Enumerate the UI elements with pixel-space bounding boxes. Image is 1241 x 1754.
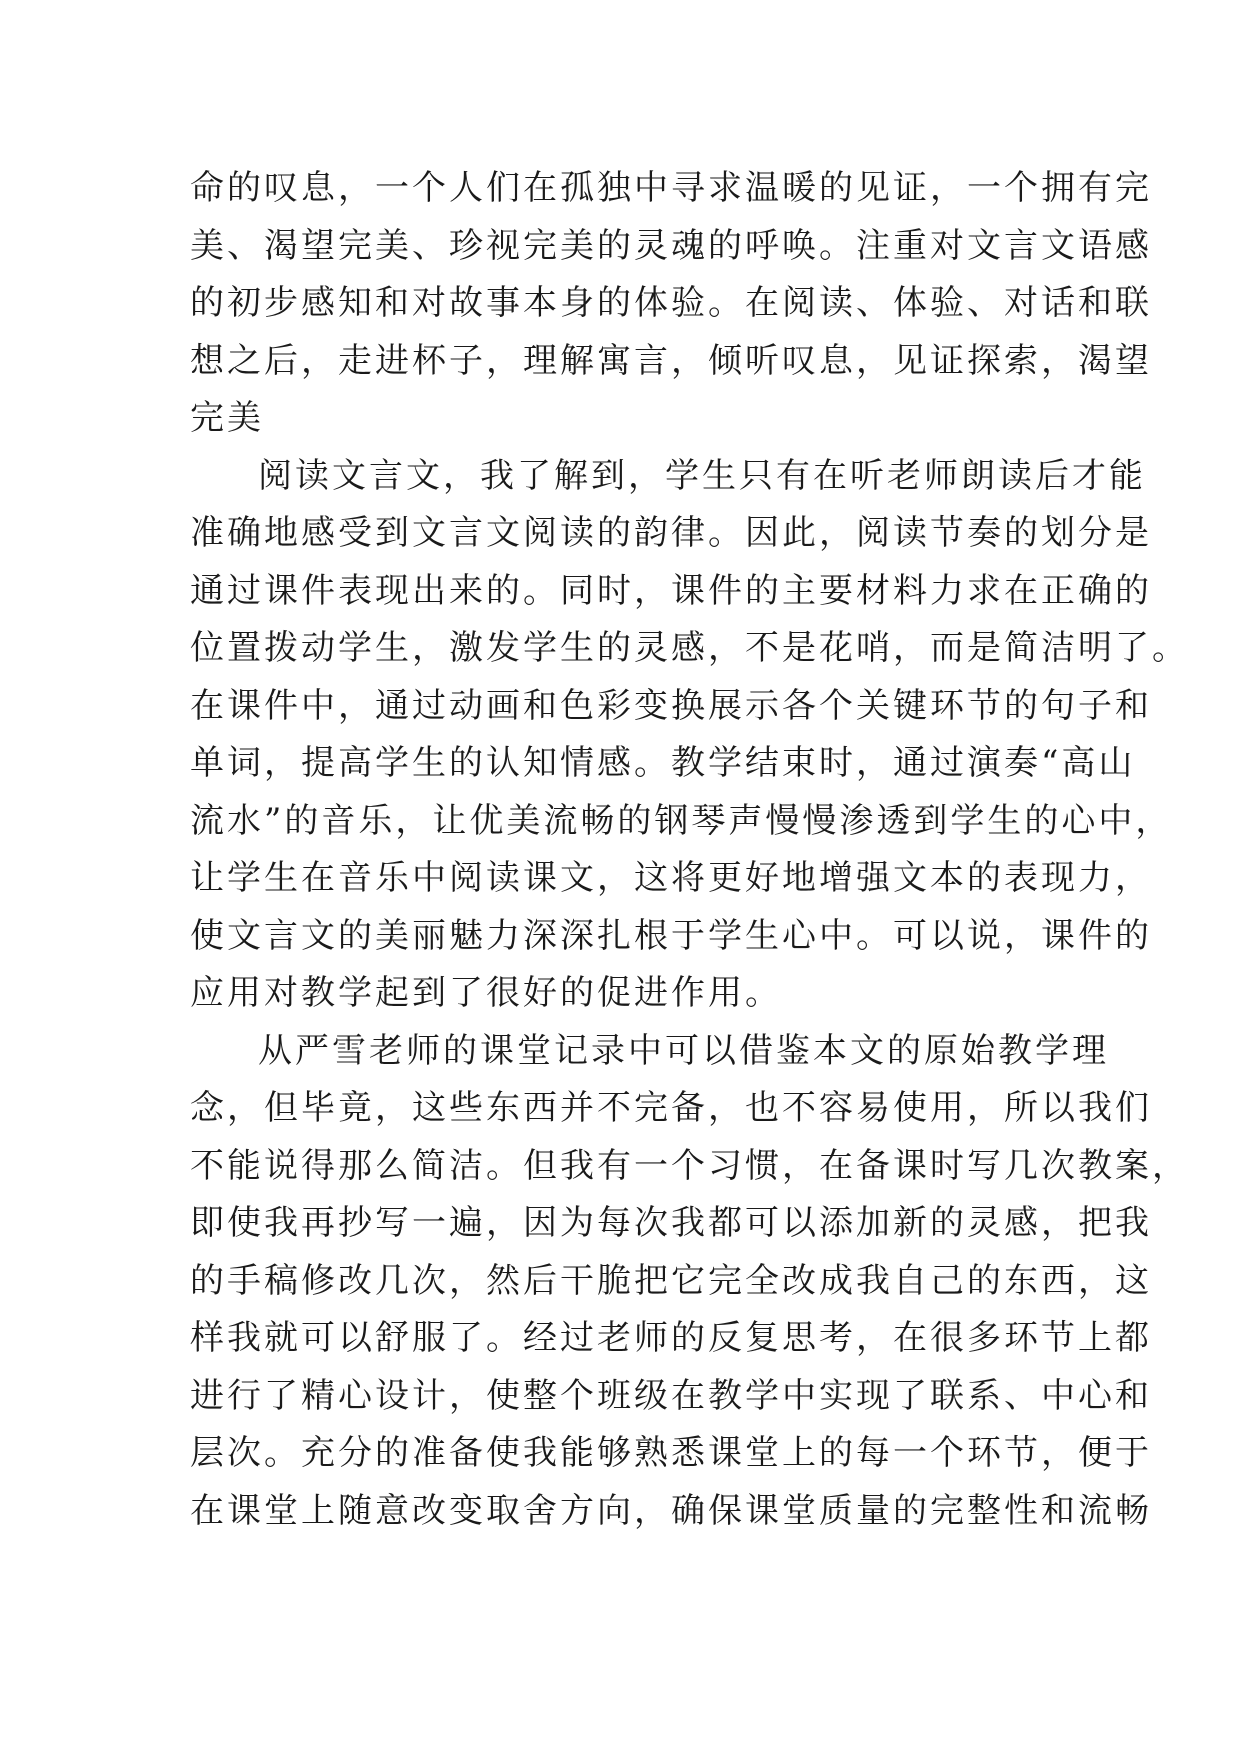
text-line: 流水”的音乐，让优美流畅的钢琴声慢慢渗透到学生的心中， xyxy=(190,800,1173,841)
text-line: 让学生在音乐中阅读课文，这将更好地增强文本的表现力， xyxy=(190,858,1152,898)
text-line: 从严雪老师的课堂记录中可以借鉴本文的原始教学理 xyxy=(258,1030,1109,1071)
text-line: 完美 xyxy=(190,398,264,438)
text-line: 通过课件表现出来的。同时，课件的主要材料力求在正确的 xyxy=(190,570,1152,611)
text-line: 在课堂上随意改变取舍方向，确保课堂质量的完整性和流畅 xyxy=(190,1490,1152,1531)
paragraph-1 xyxy=(190,160,1152,448)
text-line: 应用对教学起到了很好的促进作用。 xyxy=(190,973,782,1013)
text-line: 命的叹息，一个人们在孤独中寻求温暖的见证，一个拥有完 xyxy=(190,168,1152,208)
text-line: 的手稿修改几次，然后干脆把它完全改成我自己的东西，这 xyxy=(190,1260,1152,1301)
text-line: 准确地感受到文言文阅读的韵律。因此，阅读节奏的划分是 xyxy=(190,513,1152,553)
text-line: 在课件中，通过动画和色彩变换展示各个关键环节的句子和 xyxy=(190,685,1152,726)
text-line: 即使我再抄写一遍，因为每次我都可以添加新的灵感，把我 xyxy=(190,1203,1152,1243)
text-line: 单词，提高学生的认知情感。教学结束时，通过演奏“高山 xyxy=(190,743,1136,783)
text-line: 样我就可以舒服了。经过老师的反复思考，在很多环节上都 xyxy=(190,1318,1152,1358)
text-line: 想之后，走进杯子，理解寓言，倾听叹息，见证探索，渴望 xyxy=(190,340,1152,381)
text-line: 层次。充分的准备使我能够熟悉课堂上的每一个环节，便于 xyxy=(190,1433,1152,1473)
text-line: 不能说得那么简洁。但我有一个习惯，在备课时写几次教案， xyxy=(190,1145,1189,1186)
text-line: 进行了精心设计，使整个班级在教学中实现了联系、中心和 xyxy=(190,1375,1152,1416)
text-line: 的初步感知和对故事本身的体验。在阅读、体验、对话和联 xyxy=(190,283,1152,323)
text-line: 位置拨动学生，激发学生的灵感，不是花哨，而是简洁明了。 xyxy=(190,628,1189,668)
text-line: 念，但毕竟，这些东西并不完备，也不容易使用，所以我们 xyxy=(190,1088,1152,1128)
text-line: 使文言文的美丽魅力深深扎根于学生心中。可以说，课件的 xyxy=(190,915,1152,956)
text-line: 美、渴望完美、珍视完美的灵魂的呼唤。注重对文言文语感 xyxy=(190,225,1152,266)
text-line: 阅读文言文，我了解到，学生只有在听老师朗读后才能 xyxy=(258,455,1146,496)
document-body xyxy=(190,160,1189,1540)
paragraph-2 xyxy=(190,448,1189,1023)
paragraph-3 xyxy=(190,1023,1189,1541)
